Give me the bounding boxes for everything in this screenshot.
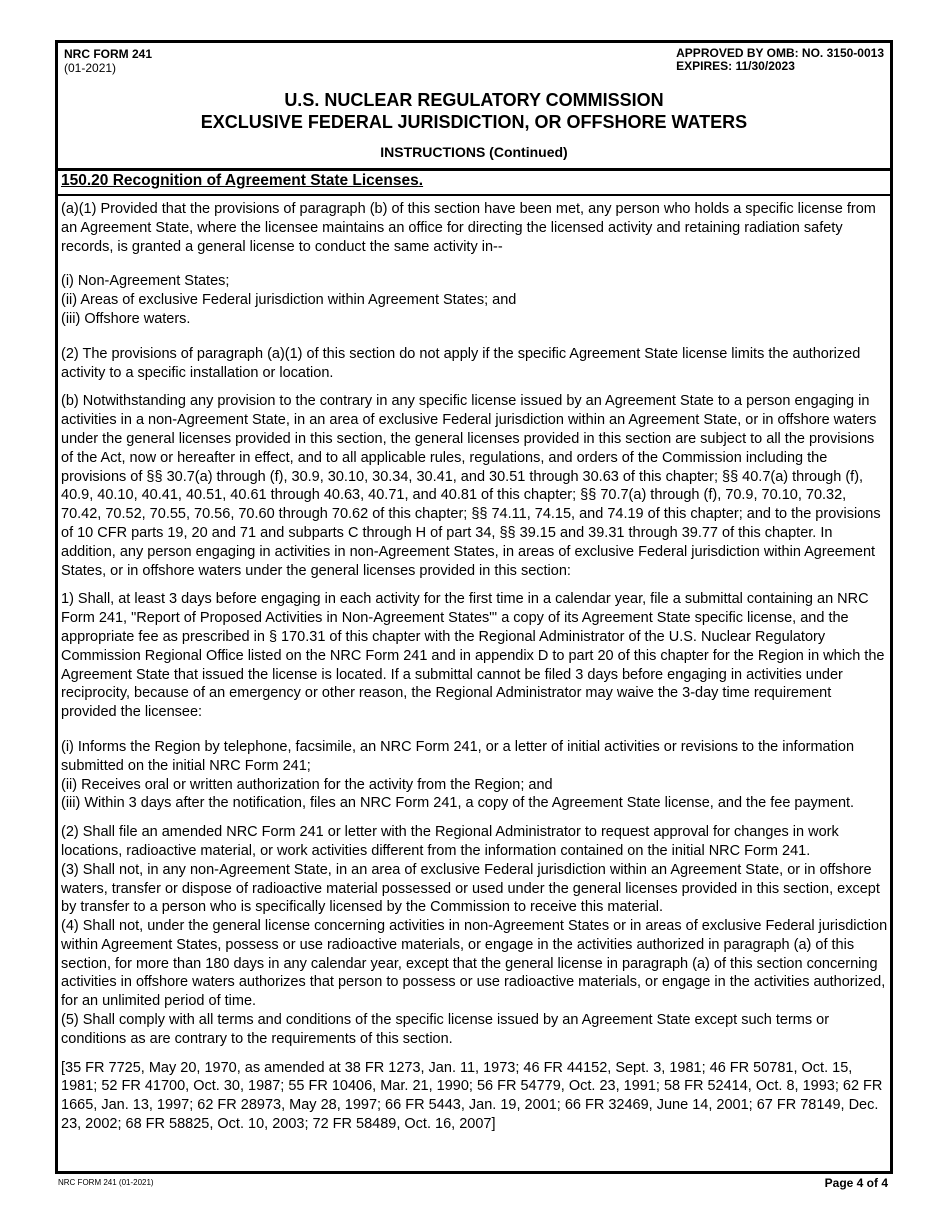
paragraph-b2: (2) Shall file an amended NRC Form 241 or letter with the Regional Administrator to request approval for changes in work locations, radioactive material, or work activities different from the information contained on the initial NRC Form 241. xyxy=(61,824,839,859)
page-number: Page 4 of 4 xyxy=(824,1176,888,1190)
paragraph-b1-iii: (iii) Within 3 days after the notification, files an NRC Form 241, a copy of the Agreement State license, and the fee payment. xyxy=(61,795,855,812)
section-title-tail: . xyxy=(418,172,424,189)
form-frame xyxy=(55,40,893,1174)
paragraph-b: (b) Notwithstanding any provision to the contrary in any specific license issued by an Agreement State to a person engaging in activities in a non-Agreement State, in an area of exclusive Federal jurisdiction within an Agreement State, or in offshore waters under the general licenses provided in this section, the general licenses provided in this section are subject to all the provisions of the Act, now or hereafter in effect, and to all applicable rules, regulations, and orders of the Commission including the provisions of §§ 30.7(a) through (f), 30.9, 30.10, 30.34, 30.41, and 30.51 through 30.63 of this chapter; §§ 40.7(a) through (f), 40.9, 40.10, 40.41, 40.51, 40.61 through 40.63, 40.71, and 40.81 of this chapter; §§ 70.7(a) through (f), 70.9, 70.10, 70.32, 70.42, 70.52, 70.55, 70.56, 70.60 through 70.62 of this chapter; §§ 74.11, 74.15, and 74.19 of this chapter; and to the provisions of 10 CFR parts 19, 20 and 71 and subparts C through H of part 34, §§ 39.15 and 39.31 through 39.77 of this chapter. In addition, any person engaging in activities in non-Agreement States, in areas of exclusive Federal jurisdiction within Agreement States, or in offshore waters under the general licenses provided in this section: xyxy=(61,393,881,579)
form-date: (01-2021) xyxy=(64,61,117,75)
paragraph-b5: (5) Shall comply with all terms and conditions of the specific license issued by an Agreement State except such terms or conditions as are contrary to the requirements of this section. xyxy=(61,1012,830,1047)
omb-approval-block xyxy=(676,47,884,73)
paragraph-b1-i: (i) Informs the Region by telephone, facsimile, an NRC Form 241, or a letter of initial activities or revisions to the information submitted on the initial NRC Form 241; xyxy=(61,738,855,774)
form-header xyxy=(58,43,890,171)
omb-approval: APPROVED BY OMB: NO. 3150-0013 xyxy=(676,46,884,60)
paragraph-a1-ii: (ii) Areas of exclusive Federal jurisdiction within Agreement States; and xyxy=(61,292,517,309)
paragraph-b1: 1) Shall, at least 3 days before engaging in each activity for the first time in a calendar year, file a submittal containing an NRC Form 241, "Report of Proposed Activities in Non-Agreement States"' a copy of its Agreement State specific license, and the appropriate fee as prescribed in § 170.31 of this chapter with the Regional Administrator of the U.S. Nuclear Regulatory Commission Regional Office listed on the NRC Form 241 and in appendix D to part 20 of this chapter for the Region in which the Agreement State that issued the license is located. If a submittal cannot be filed 3 days before engaging in activities under reciprocity, because of an emergency or other reason, the Regional Administrator may waive the 3-day time requirement provided the licensee: xyxy=(61,591,885,721)
paragraph-a2: (2) The provisions of paragraph (a)(1) of this section do not apply if the specific Agreement State license limits the authorized activity to a specific installation or location. xyxy=(61,345,861,381)
section-divider xyxy=(58,194,893,196)
paragraph-b4: (4) Shall not, under the general license concerning activities in non-Agreement States or in areas of exclusive Federal jurisdiction within Agreement States, possess or use radioactive materials, or engage in the activities authorized in paragraph (a) of this section, for more than 180 days in any calendar year, except that the general license in paragraph (a) of this section concerning activities in offshore waters authorizes that person to possess or use radioactive materials, or engage in the activities authorized, for an unlimited period of time. xyxy=(61,918,888,1010)
paragraph-a1-iii: (iii) Offshore waters. xyxy=(61,310,191,327)
section-title-text: 150.20 Recognition of Agreement State Licenses xyxy=(61,172,419,189)
omb-expires: EXPIRES: 11/30/2023 xyxy=(676,59,795,73)
form-identifier xyxy=(64,47,152,75)
citation-history: [35 FR 7725, May 20, 1970, as amended at 38 FR 1273, Jan. 11, 1973; 46 FR 44152, Sept. 3, 1981; 46 FR 50781, Oct. 15, 1981; 52 FR 41700, Oct. 30, 1987; 55 FR 10406, Mar. 21, 1990; 56 FR 54779, Oct. 23, 1991; 58 FR 52414, Oct. 8, 1993; 62 FR 1665, Jan. 13, 1997; 62 FR 28973, May 28, 1997; 66 FR 5443, Jan. 19, 2001; 66 FR 32469, June 14, 2001; 67 FR 78149, Dec. 23, 2002; 68 FR 58825, Oct. 10, 2003; 72 FR 58489, Oct. 16, 2007] xyxy=(61,1059,883,1133)
paragraph-a1: (a)(1) Provided that the provisions of paragraph (b) of this section have been met, any person who holds a specific license from an Agreement State, where the licensee maintains an office for directing the licensed activity and retaining radiation safety records, is granted a general license to conduct the same activity in-- xyxy=(61,201,876,255)
paragraph-a1-i: (i) Non-Agreement States; xyxy=(61,273,230,290)
form-number: NRC FORM 241 xyxy=(64,47,153,61)
paragraph-b1-ii: (ii) Receives oral or written authorization for the activity from the Region; and xyxy=(61,776,553,793)
paragraph-b3: (3) Shall not, in any non-Agreement State, in an area of exclusive Federal jurisdiction within an Agreement State, or in offshore waters, transfer or dispose of radioactive material possessed or used under the general licenses provided in this section, except by transfer to a person who is specifically licensed by the Commission to receive this material. xyxy=(61,861,880,916)
form-title: EXCLUSIVE FEDERAL JURISDICTION, OR OFFSHORE WATERS xyxy=(200,112,748,132)
instructions-body xyxy=(61,171,890,1134)
agency-title: U.S. NUCLEAR REGULATORY COMMISSION xyxy=(284,90,664,110)
section-title xyxy=(61,171,890,190)
footer-form-ref: NRC FORM 241 (01-2021) xyxy=(58,1178,154,1187)
form-subtitle: INSTRUCTIONS (Continued) xyxy=(380,144,568,160)
